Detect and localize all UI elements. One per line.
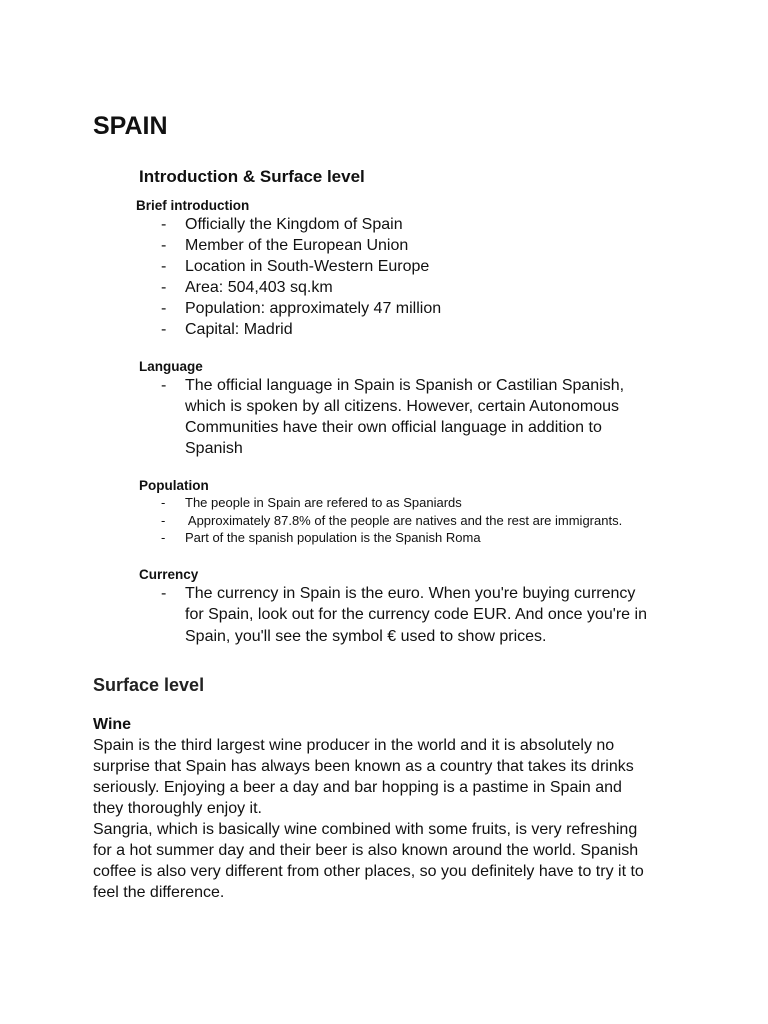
document-title: SPAIN	[93, 112, 168, 140]
currency-heading: Currency	[139, 567, 199, 582]
intro-heading: Introduction & Surface level	[139, 167, 365, 186]
language-dash: -	[161, 377, 167, 394]
currency-paragraph: The currency in Spain is the euro. When you're buying currency for Spain, look out for the currency code EUR. And once you're in Spain, you'll see the symbol € used to show prices.	[185, 585, 647, 645]
brief-heading: Brief introduction	[136, 198, 250, 213]
surface-level-heading: Surface level	[93, 675, 205, 695]
population-heading: Population	[139, 478, 209, 493]
wine-paragraph: Spain is the third largest wine producer in the world and it is absolutely no surprise that Spain has always been known as a country that takes its drinks seriously. Enjoying a beer a day and bar hopping is a pastime in Spain and they thoroughly enjoy it. Sangria, which is basically wine combined with some fruits, is very refreshing for a hot summer day and their beer is also known around the world. Spanish coffee is also very different from other places, so you definitely have to try it to feel the difference.	[93, 737, 644, 901]
currency-dash: -	[161, 585, 167, 602]
language-paragraph: The official language in Spain is Spanish or Castilian Spanish, which is spoken by all citizens. However, certain Autonomous Communities have their own official language in addition to Spanish	[185, 377, 625, 457]
language-heading: Language	[139, 359, 203, 374]
document-page: SPAIN Introduction & Surface level Brief introduction - Officially the Kingdom of Spain - Member of the European Union - Location in South-Western Europe - Area: 504,403 sq.km - Population: approximately 47 million - Capital: Madrid Language - The official language in Spain is Spanish or Castilian Spanish, which is spoken by all citizens. However, certain Autonomous Communities have their own official language in addition to Spanish Population - The people in Spain are refered to as Spaniards - Approximately 87.8% of the people are natives and the rest are immigrants. - Part of the spanish population is the Spanish Roma Currency - The currency in Spain is the euro. When you're buying currency for Spain, look out for the currency code EUR. And once you're in Spain, you'll see the symbol € used to show prices. Surface level Wine Spain is the third largest wine producer in the world and it is absolutely no surprise that Spain has always been known as a country that takes its drinks seriously. Enjoying a beer a day and bar hopping is a pastime in Spain and they thoroughly enjoy it. Sangria, which is basically wine combined with some fruits, is very refreshing for a hot summer day and their beer is also known around the world. Spanish coffee is also very different from other places, so you definitely have to try it to feel the difference.	[93, 112, 647, 901]
wine-heading: Wine	[93, 716, 132, 733]
